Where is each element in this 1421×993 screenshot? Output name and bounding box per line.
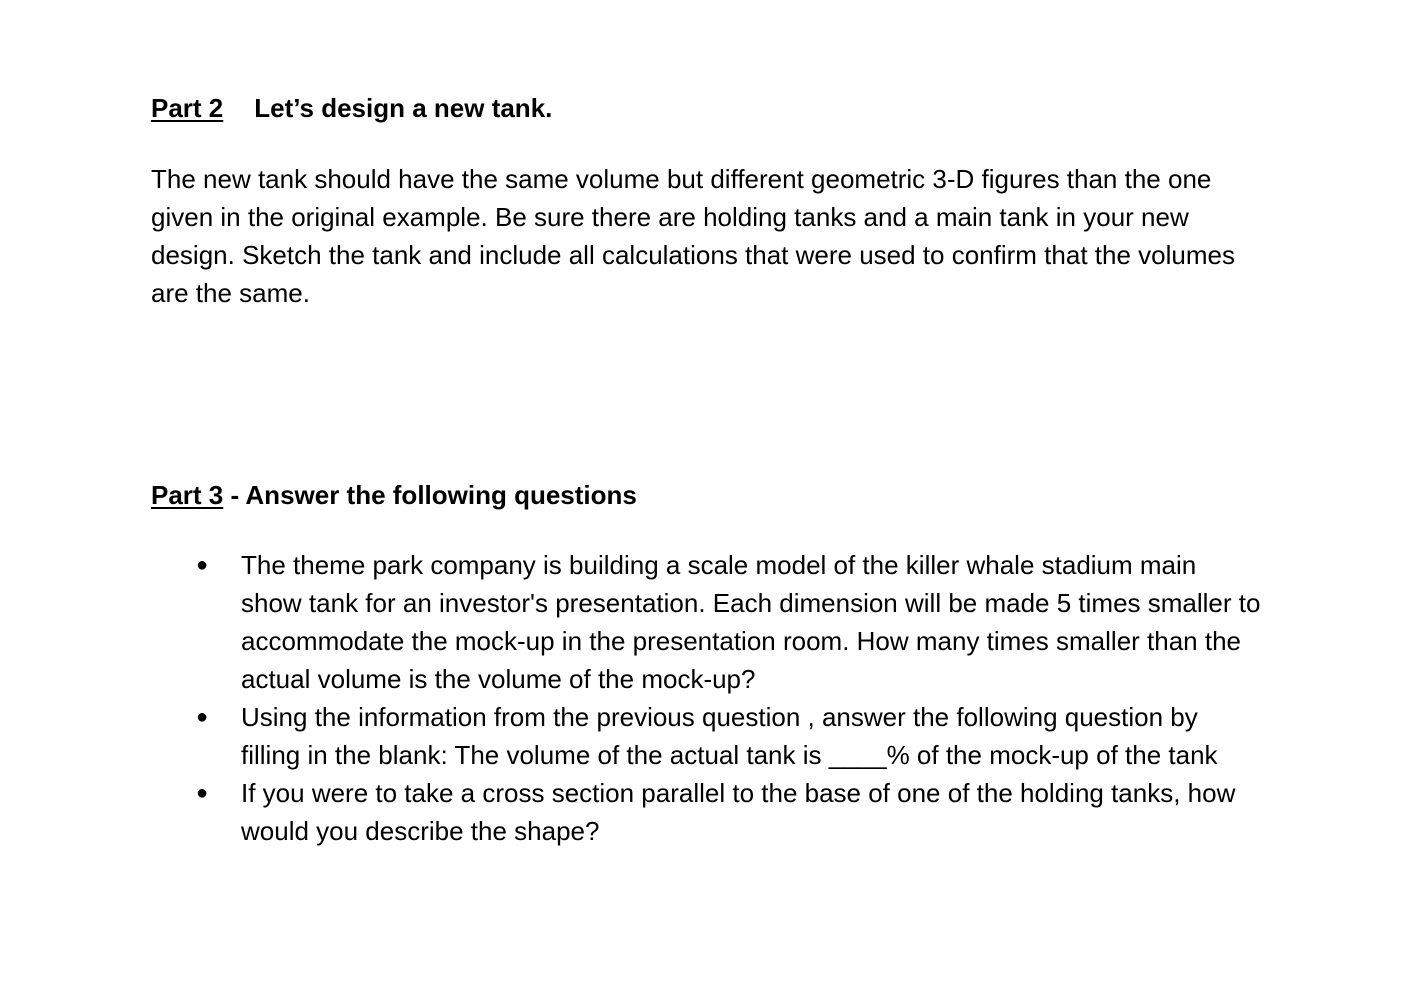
part-2-heading: [151, 92, 552, 124]
question-line: The theme park company is building a scale model of the killer whale stadium main: [241, 550, 1197, 580]
question-line: Using the information from the previous question , answer the following question by: [241, 702, 1198, 732]
question-line: filling in the blank: The volume of the actual tank is ____% of the mock-up of the tank: [241, 740, 1218, 770]
question-line: actual volume is the volume of the mock-up?: [241, 664, 756, 694]
question-item: [0, 546, 1260, 698]
question-line: would you describe the shape?: [241, 816, 600, 846]
bullet-icon: ●: [196, 782, 209, 804]
paragraph-line: The new tank should have the same volume but different geometric 3-D figures than the one: [151, 164, 1212, 194]
part-3-label: Part 3: [151, 480, 224, 510]
question-line: If you were to take a cross section parallel to the base of one of the holding tanks, how: [241, 778, 1236, 808]
paragraph-line: are the same.: [151, 278, 310, 308]
paragraph-line: given in the original example. Be sure there are holding tanks and a main tank in your new: [151, 202, 1189, 232]
paragraph-line: design. Sketch the tank and include all calculations that were used to confirm that the volumes: [151, 240, 1235, 270]
question-list: [0, 546, 1260, 850]
part-2-instructions: [151, 160, 1341, 312]
part-2-label: Part 2: [151, 93, 224, 123]
part-2-title: Let’s design a new tank.: [254, 93, 553, 123]
part-3-heading: [151, 479, 637, 511]
question-item: [0, 698, 1260, 774]
question-item: [0, 774, 1260, 850]
bullet-icon: ●: [196, 706, 209, 728]
question-line: show tank for an investor's presentation. Each dimension will be made 5 times smaller to: [241, 588, 1261, 618]
part-3-title: - Answer the following questions: [223, 480, 637, 510]
question-line: accommodate the mock-up in the presentation room. How many times smaller than the: [241, 626, 1242, 656]
bullet-icon: ●: [196, 554, 209, 576]
